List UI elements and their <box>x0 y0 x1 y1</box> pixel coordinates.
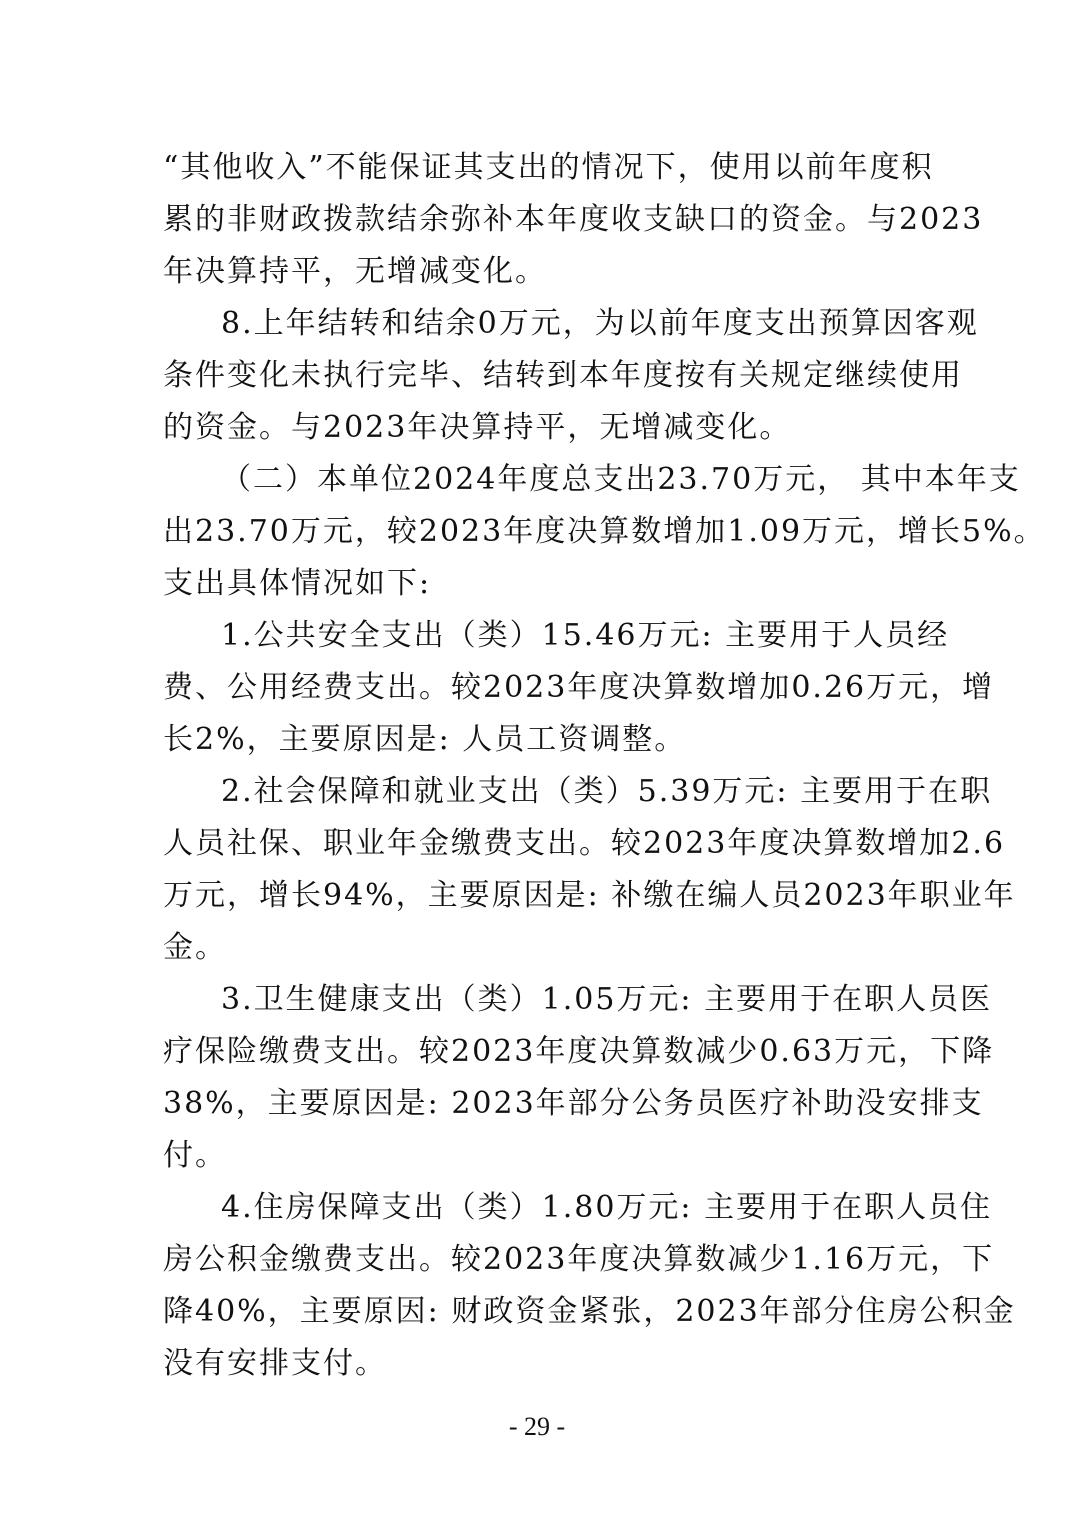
text-line: 出23.70万元，较2023年度决算数增加1.09万元，增长5%。 <box>163 514 1046 549</box>
text-line: 3.卫生健康支出（类）1.05万元: 主要用于在职人员医 <box>221 982 993 1017</box>
text-line: 人员社保、职业年金缴费支出。较2023年度决算数增加2.6 <box>163 826 1006 861</box>
paragraph-housing-expenditure <box>163 1182 1016 1390</box>
page-number: - 29 - <box>508 1412 566 1441</box>
text-line: 费、公用经费支出。较2023年度决算数增加0.26万元，增 <box>163 670 995 705</box>
text-line: 年决算持平，无增减变化。 <box>163 254 547 289</box>
text-line: 累的非财政拨款结余弥补本年度收支缺口的资金。与2023 <box>163 202 984 237</box>
paragraph-health-expenditure <box>163 974 995 1182</box>
text-line: 38%，主要原因是: 2023年部分公务员医疗补助没安排支 <box>163 1086 984 1121</box>
text-line: 付。 <box>163 1138 227 1173</box>
text-line: 条件变化未执行完毕、结转到本年度按有关规定继续使用 <box>163 358 963 393</box>
paragraph-public-security-expenditure <box>163 610 995 766</box>
paragraph-total-expenditure <box>163 454 1046 610</box>
text-line: 没有安排支付。 <box>163 1346 387 1381</box>
paragraph-social-security-expenditure <box>163 766 1016 974</box>
text-line: 的资金。与2023年决算持平，无增减变化。 <box>163 410 792 445</box>
text-line: （二）本单位2024年度总支出23.70万元， 其中本年支 <box>221 462 1021 497</box>
text-line: 金。 <box>163 930 227 965</box>
text-line: 支出具体情况如下: <box>163 566 432 601</box>
body-text <box>163 142 1046 1390</box>
text-line: 长2%，主要原因是: 人员工资调整。 <box>163 722 687 757</box>
text-line: 1.公共安全支出（类）15.46万元: 主要用于人员经 <box>221 618 950 653</box>
paragraph-prior-year-carryover <box>163 298 979 454</box>
text-line: 4.住房保障支出（类）1.80万元: 主要用于在职人员住 <box>221 1190 993 1225</box>
text-line: 房公积金缴费支出。较2023年度决算数减少1.16万元，下 <box>163 1242 995 1277</box>
text-line: 降40%，主要原因: 财政资金紧张，2023年部分住房公积金 <box>163 1294 1016 1329</box>
paragraph-other-income-continuation <box>163 142 984 298</box>
text-line: 疗保险缴费支出。较2023年度决算数减少0.63万元，下降 <box>163 1034 995 1069</box>
text-line: 8.上年结转和结余0万元，为以前年度支出预算因客观 <box>221 306 979 341</box>
text-line: 万元，增长94%，主要原因是: 补缴在编人员2023年职业年 <box>163 878 1016 913</box>
text-line: 2.社会保障和就业支出（类）5.39万元: 主要用于在职 <box>221 774 993 809</box>
text-line: “其他收入”不能保证其支出的情况下，使用以前年度积 <box>163 150 934 185</box>
